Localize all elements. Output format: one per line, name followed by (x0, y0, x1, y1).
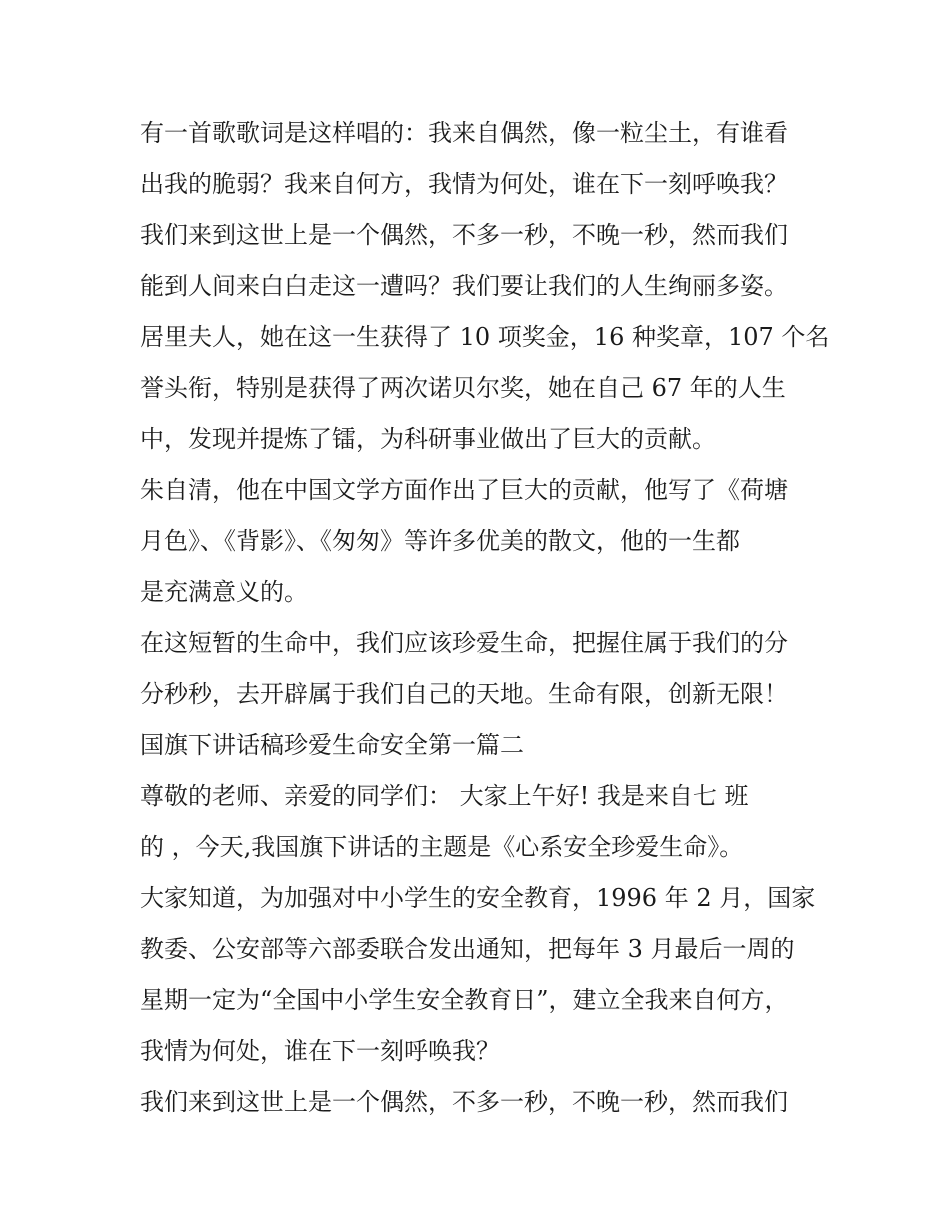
text-line: 居里夫人，她在这一生获得了 10 项奖金，16 种奖章，107 个名 (140, 323, 830, 351)
text-line: 大家知道，为加强对中小学生的安全教育，1996 年 2 月，国家 (140, 884, 816, 912)
text-line: 出我的脆弱？我来自何方，我情为何处，谁在下一刻呼唤我？ (140, 170, 788, 198)
text-line: 的 ，今天,我国旗下讲话的主题是《心系安全珍爱生命》。 (140, 833, 744, 861)
text-line: 在这短暂的生命中，我们应该珍爱生命，把握住属于我们的分 (140, 629, 788, 657)
text-line: 星期一定为“全国中小学生安全教育日”，建立全我来自何方， (140, 986, 789, 1014)
text-line: 中，发现并提炼了镭，为科研事业做出了巨大的贡献。 (140, 425, 716, 453)
text-line: 有一首歌歌词是这样唱的：我来自偶然，像一粒尘土，有谁看 (140, 119, 788, 147)
text-line: 我情为何处，谁在下一刻呼唤我？ (140, 1037, 500, 1065)
text-line: 能到人间来白白走这一遭吗？我们要让我们的人生绚丽多姿。 (140, 272, 788, 300)
text-line: 尊敬的老师、亲爱的同学们： 大家上午好! 我是来自七 班 (140, 782, 749, 810)
text-line: 誉头衔，特别是获得了两次诺贝尔奖，她在自己 67 年的人生 (140, 374, 786, 402)
text-line: 朱自清，他在中国文学方面作出了巨大的贡献，他写了《荷塘 (140, 476, 788, 504)
text-line: 分秒秒，去开辟属于我们自己的天地。生命有限，创新无限！ (140, 680, 788, 708)
text-line: 教委、公安部等六部委联合发出通知，把每年 3 月最后一周的 (140, 935, 795, 963)
text-line: 我们来到这世上是一个偶然，不多一秒，不晚一秒，然而我们 (140, 1088, 788, 1116)
text-line: 我们来到这世上是一个偶然，不多一秒，不晚一秒，然而我们 (140, 221, 788, 249)
document-body (140, 108, 830, 1128)
text-line: 月色》、《背影》、《匆匆》等许多优美的散文，他的一生都 (140, 527, 740, 555)
text-line: 是充满意义的。 (140, 578, 308, 606)
section-heading: 国旗下讲话稿珍爱生命安全第一篇二 (140, 731, 524, 759)
